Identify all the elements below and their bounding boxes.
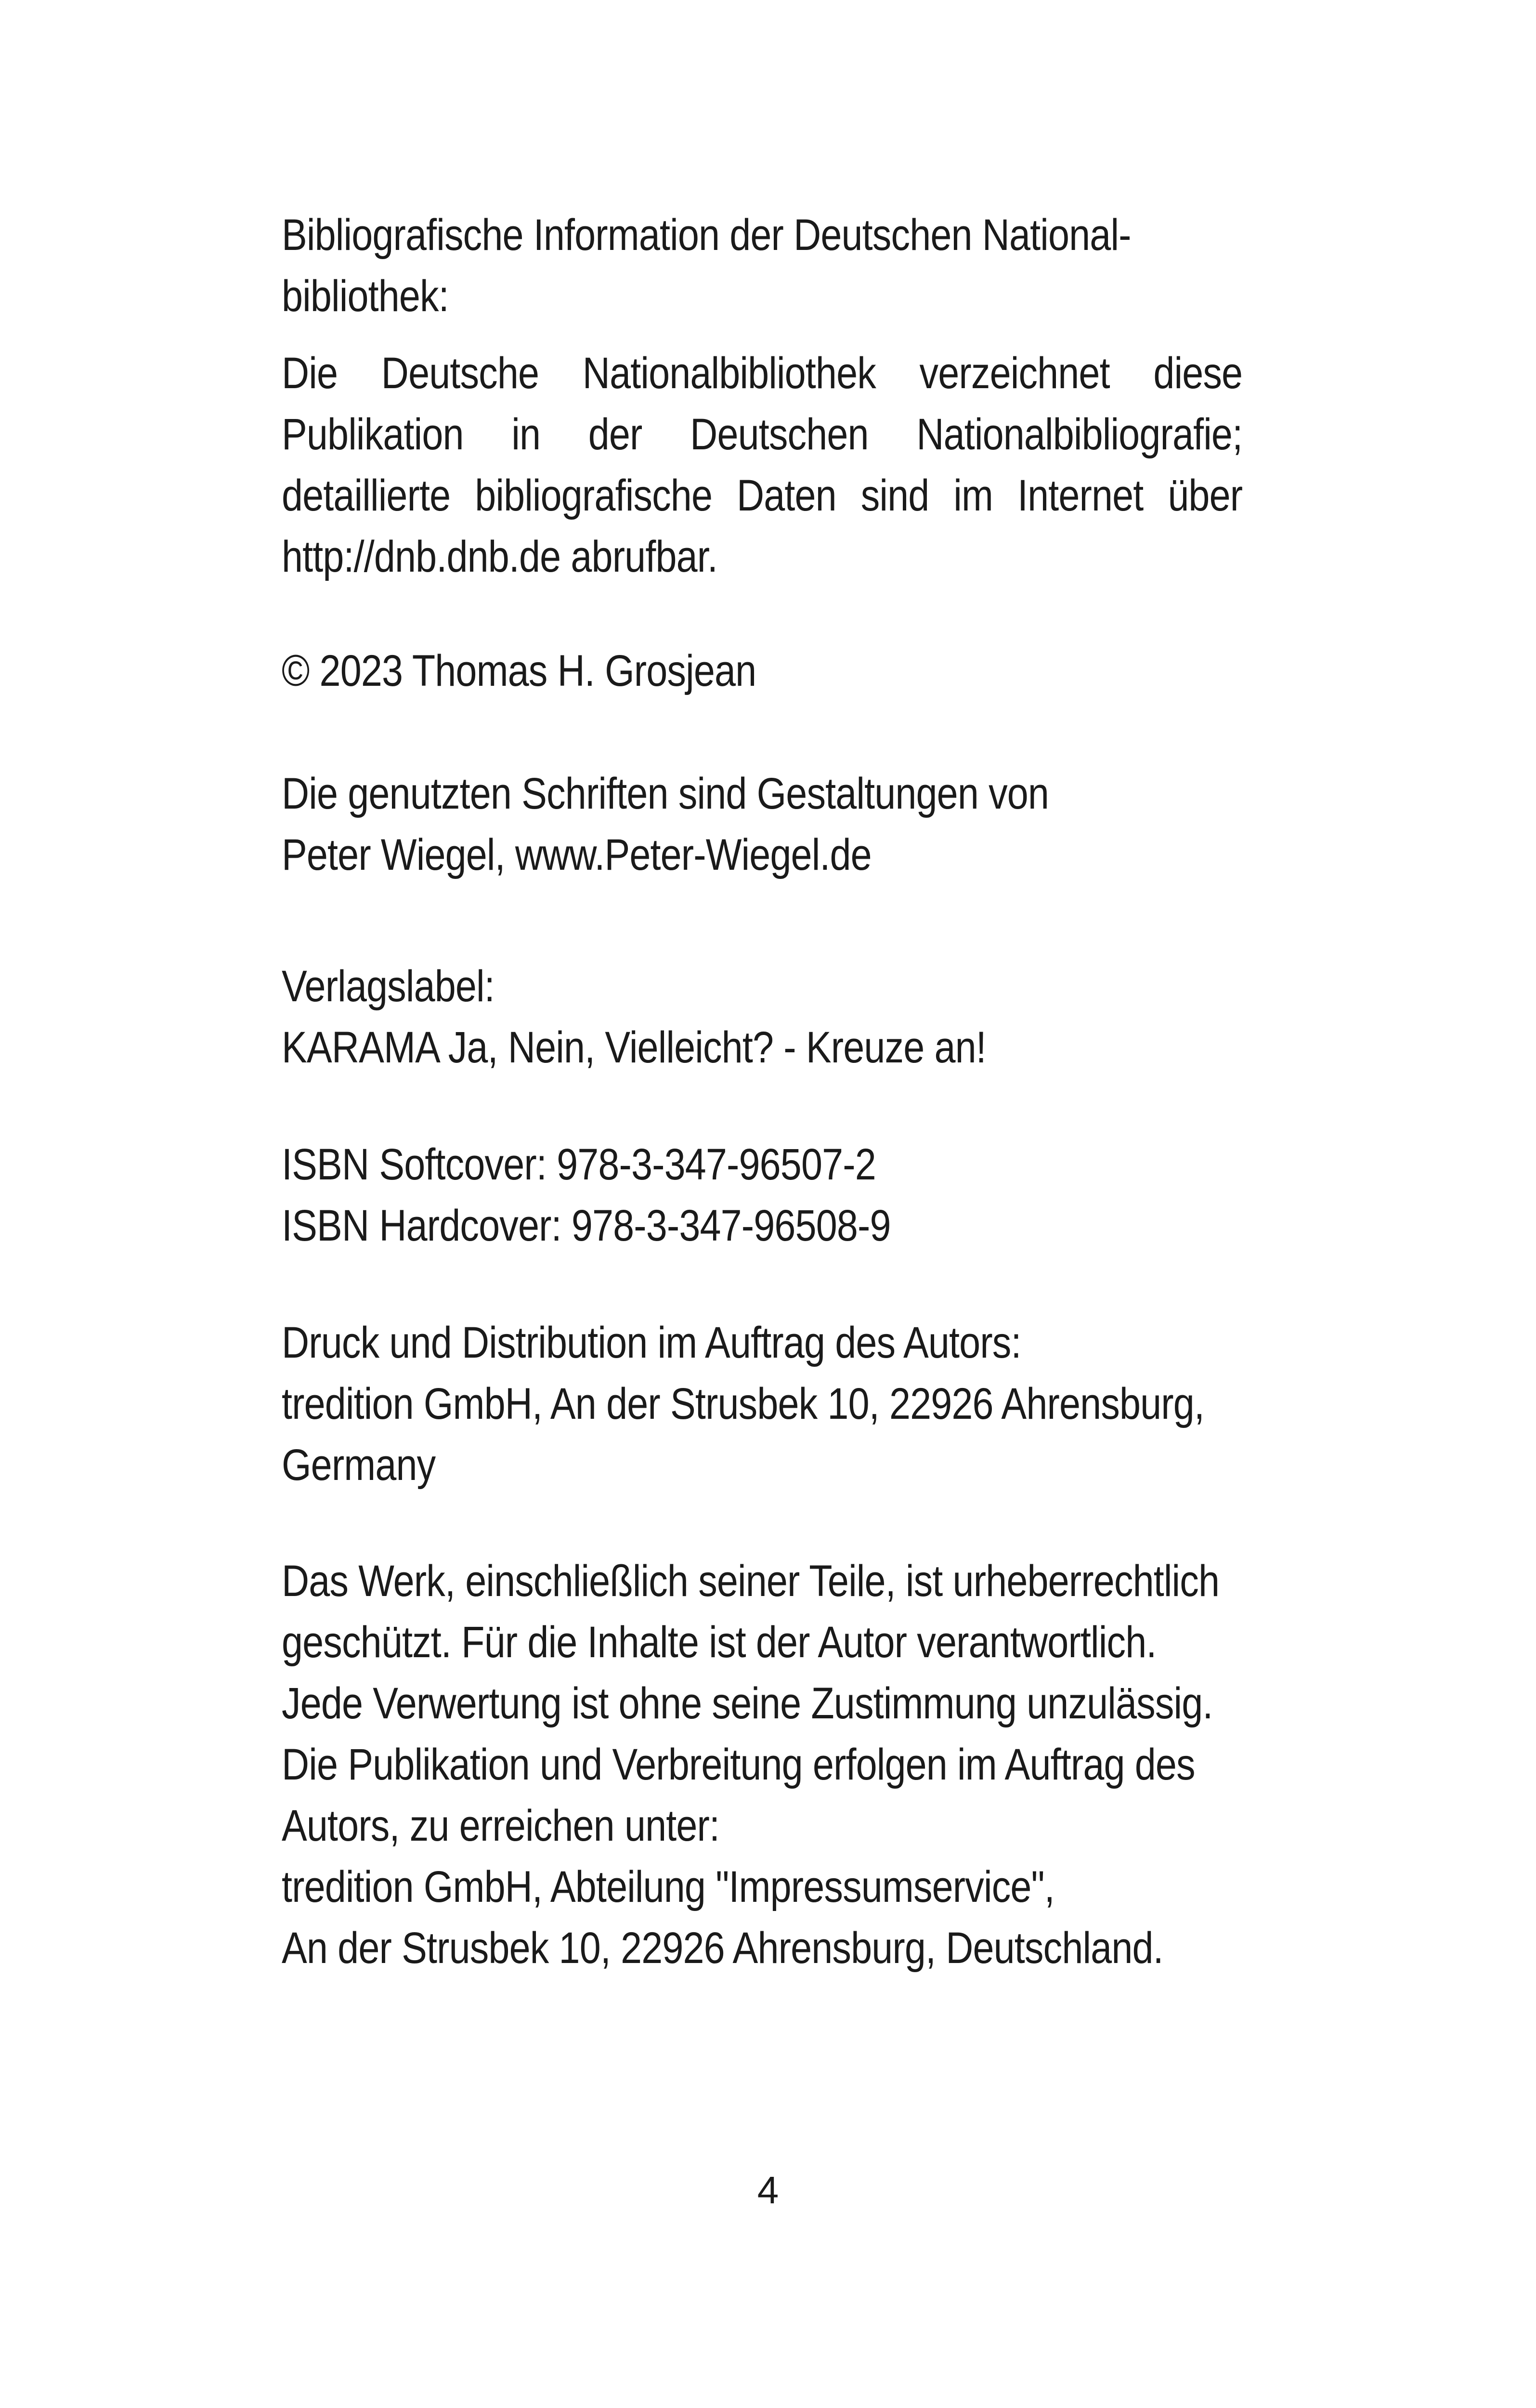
copyright-notice-line: Das Werk, einschließlich seiner Teile, ist urheberrechtlich bbox=[282, 1557, 1220, 1606]
copyright-notice-line: geschützt. Für die Inhalte ist der Autor verantwortlich. bbox=[282, 1618, 1157, 1667]
distribution-line: Druck und Distribution im Auftrag des Autors: bbox=[282, 1318, 1021, 1367]
bibliographic-heading bbox=[282, 205, 1131, 327]
bibliographic-body-line: http://dnb.dnb.de abrufbar. bbox=[282, 532, 717, 581]
copyright-text: © 2023 Thomas H. Grosjean bbox=[282, 646, 756, 695]
copyright-notice-line: Jede Verwertung ist ohne seine Zustimmung unzulässig. bbox=[282, 1679, 1213, 1728]
bibliographic-body-line: detaillierte bibliografische Daten sind im Internet über bbox=[282, 471, 1243, 520]
distribution-line: Germany bbox=[282, 1440, 436, 1490]
bibliographic-heading-line: Bibliografische Information der Deutschen National- bbox=[282, 210, 1131, 260]
bibliographic-body-line: Publikation in der Deutschen Nationalbibliografie; bbox=[282, 410, 1243, 459]
copyright-notice-line: tredition GmbH, Abteilung "Impressumservice", bbox=[282, 1862, 1054, 1911]
publisher-label-value: KARAMA Ja, Nein, Vielleicht? - Kreuze an! bbox=[282, 1023, 986, 1072]
isbn-softcover: ISBN Softcover: 978-3-347-96507-2 bbox=[282, 1140, 876, 1189]
copyright-notice-line: Autors, zu erreichen unter: bbox=[282, 1801, 720, 1850]
copyright-line bbox=[282, 641, 1110, 702]
fonts-credit-line: Peter Wiegel, www.Peter-Wiegel.de bbox=[282, 830, 872, 879]
publisher-label bbox=[282, 956, 1110, 1078]
page-number: 4 bbox=[757, 2169, 779, 2212]
copyright-notice-line: Die Publikation und Verbreitung erfolgen im Auftrag des bbox=[282, 1740, 1195, 1789]
copyright-notice-line: An der Strusbek 10, 22926 Ahrensburg, Deutschland. bbox=[282, 1924, 1163, 1973]
bibliographic-body-line: Die Deutsche Nationalbibliothek verzeichnet diese bbox=[282, 349, 1243, 398]
distribution-line: tredition GmbH, An der Strusbek 10, 22926 Ahrensburg, bbox=[282, 1379, 1205, 1428]
isbn-block bbox=[282, 1134, 1110, 1256]
bibliographic-heading-line: bibliothek: bbox=[282, 272, 449, 321]
isbn-hardcover: ISBN Hardcover: 978-3-347-96508-9 bbox=[282, 1201, 891, 1250]
bibliographic-body bbox=[282, 343, 1242, 588]
publisher-label-heading: Verlagslabel: bbox=[282, 962, 495, 1011]
fonts-credit-line: Die genutzten Schriften sind Gestaltungen von bbox=[282, 769, 1049, 818]
fonts-credit bbox=[282, 763, 1110, 886]
distribution-block bbox=[282, 1312, 1205, 1496]
copyright-notice bbox=[282, 1551, 1220, 1979]
